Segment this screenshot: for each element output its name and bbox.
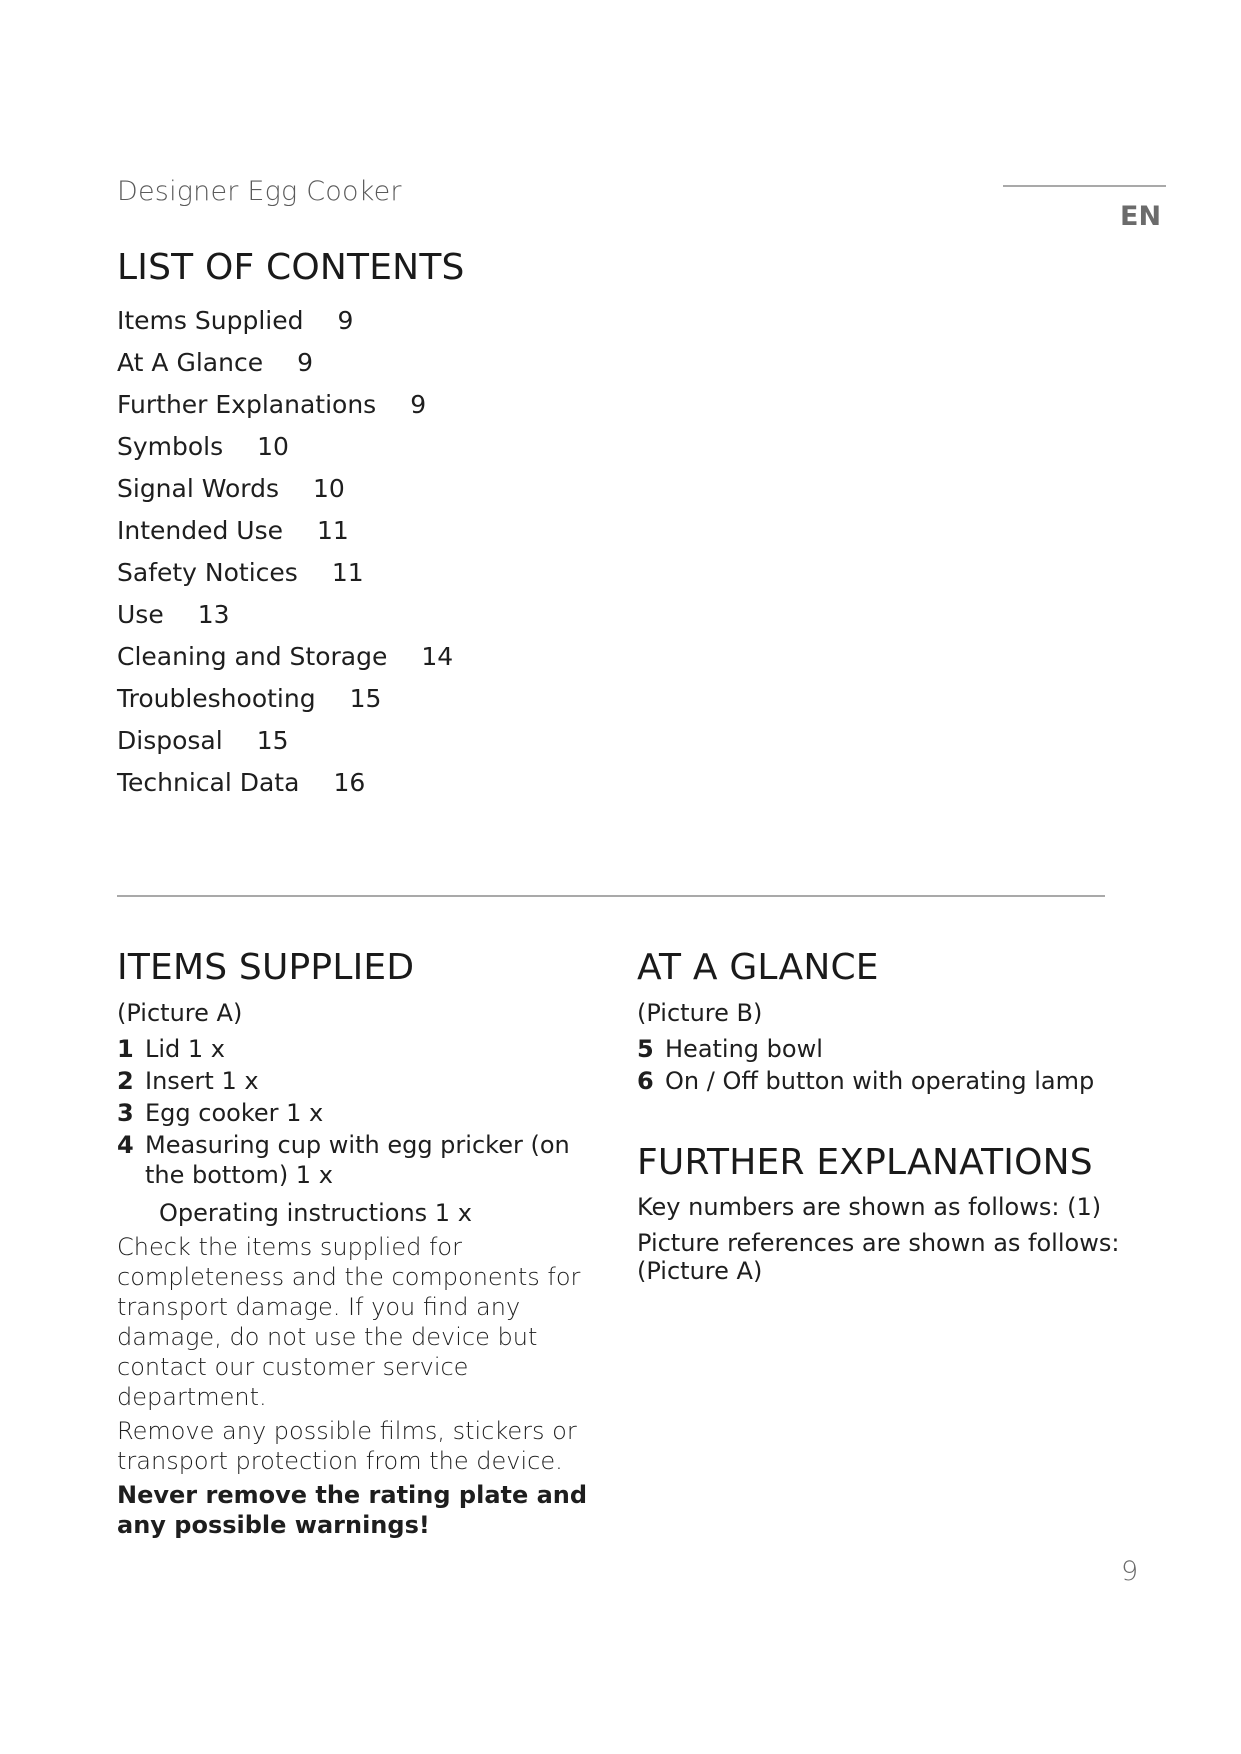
toc-entry[interactable] xyxy=(117,597,453,639)
toc-entry-page: 9 xyxy=(297,348,313,377)
warning-paragraph: Never remove the rating plate and any possible warnings! xyxy=(117,1481,588,1539)
item-text: On / Off button with operating lamp xyxy=(665,1067,1095,1095)
item-number: 4 xyxy=(117,1131,134,1159)
toc-entry[interactable] xyxy=(117,471,453,513)
picture-reference: (Picture B) xyxy=(637,999,763,1027)
list-item xyxy=(117,1066,597,1096)
toc-heading: LIST OF CONTENTS xyxy=(117,247,465,288)
toc-entry-page: 16 xyxy=(333,768,366,797)
toc-entry-page: 11 xyxy=(317,516,349,545)
toc-entry-label: Technical Data xyxy=(117,768,300,797)
section-divider xyxy=(117,895,1105,897)
item-text: Measuring cup with egg pricker (on the bottom) 1 x xyxy=(145,1131,570,1189)
toc-entry-label: Cleaning and Storage xyxy=(117,642,388,671)
toc-entry-page: 14 xyxy=(421,642,454,671)
toc-entry[interactable] xyxy=(117,723,453,765)
language-tag: EN xyxy=(1120,201,1162,232)
toc-entry-page: 15 xyxy=(349,684,382,713)
toc-entry-page: 10 xyxy=(313,474,345,503)
picture-refs-example: (Picture A) xyxy=(637,1257,763,1285)
list-item xyxy=(637,1066,1137,1096)
item-number: 3 xyxy=(117,1099,134,1127)
toc-entry-label: At A Glance xyxy=(117,348,264,377)
toc-entry-label: Further Explanations xyxy=(117,390,377,419)
list-item xyxy=(117,1098,597,1128)
picture-refs-label: Picture references xyxy=(637,1229,855,1257)
list-item xyxy=(117,1130,597,1190)
at-a-glance-heading: AT A GLANCE xyxy=(637,947,879,988)
toc-entry-label: Use xyxy=(117,600,164,629)
key-numbers-example: (1) xyxy=(1067,1193,1102,1221)
key-numbers-paragraph xyxy=(637,1193,1137,1221)
toc-entry-page: 15 xyxy=(256,726,289,755)
toc-entry[interactable] xyxy=(117,639,453,681)
toc-entry[interactable] xyxy=(117,555,453,597)
toc-entry[interactable] xyxy=(117,513,453,555)
list-item xyxy=(637,1034,1137,1064)
operating-instructions-item: Operating instructions 1 x xyxy=(159,1199,472,1227)
item-text: Insert 1 x xyxy=(145,1067,259,1095)
picture-references-paragraph xyxy=(637,1229,1137,1285)
toc-entry-label: Troubleshooting xyxy=(117,684,316,713)
toc-entry-label: Symbols xyxy=(117,432,224,461)
key-numbers-text: are shown as follows: xyxy=(794,1193,1068,1221)
document-title: Designer Egg Cooker xyxy=(117,176,402,207)
toc-entry-label: Safety Notices xyxy=(117,558,298,587)
page-number: 9 xyxy=(1121,1556,1139,1587)
toc-entry[interactable] xyxy=(117,387,453,429)
toc-entry[interactable] xyxy=(117,429,453,471)
item-text: Egg cooker 1 x xyxy=(145,1099,324,1127)
toc-entry-label: Signal Words xyxy=(117,474,280,503)
at-a-glance-section xyxy=(637,947,1137,1293)
item-number: 6 xyxy=(637,1067,654,1095)
item-number: 5 xyxy=(637,1035,654,1063)
toc-entry[interactable] xyxy=(117,345,453,387)
item-number: 2 xyxy=(117,1067,134,1095)
toc-list xyxy=(117,303,453,807)
item-number: 1 xyxy=(117,1035,134,1063)
toc-entry[interactable] xyxy=(117,681,453,723)
glance-list xyxy=(637,1034,1137,1096)
toc-entry-label: Items Supplied xyxy=(117,306,304,335)
further-explanations-section xyxy=(637,1142,1137,1285)
toc-entry-label: Disposal xyxy=(117,726,223,755)
further-explanations-heading: FURTHER EXPLANATIONS xyxy=(637,1142,1093,1183)
toc-entry-page: 13 xyxy=(197,600,230,629)
toc-entry-page: 10 xyxy=(257,432,289,461)
items-supplied-heading: ITEMS SUPPLIED xyxy=(117,947,415,988)
language-rule xyxy=(1003,185,1166,187)
toc-entry-page: 9 xyxy=(337,306,354,335)
toc-entry-page: 9 xyxy=(410,390,427,419)
picture-reference: (Picture A) xyxy=(117,999,243,1027)
toc-entry[interactable] xyxy=(117,303,453,345)
toc-entry-label: Intended Use xyxy=(117,516,284,545)
items-list xyxy=(117,1034,597,1190)
key-numbers-label: Key numbers xyxy=(637,1193,795,1221)
remove-films-paragraph: Remove any possible films, stickers or transport protection from the device. xyxy=(117,1417,577,1475)
item-text: Heating bowl xyxy=(665,1035,823,1063)
picture-refs-text: are shown as follows: xyxy=(854,1229,1120,1257)
list-item xyxy=(117,1034,597,1064)
check-items-paragraph: Check the items supplied for completeness and the components for transport damage. If you find any damage, do not use the device but contact our customer service department. xyxy=(117,1233,581,1411)
items-supplied-section xyxy=(117,947,597,1544)
toc-entry[interactable] xyxy=(117,765,453,807)
item-text: Lid 1 x xyxy=(145,1035,226,1063)
toc-entry-page: 11 xyxy=(331,558,364,587)
